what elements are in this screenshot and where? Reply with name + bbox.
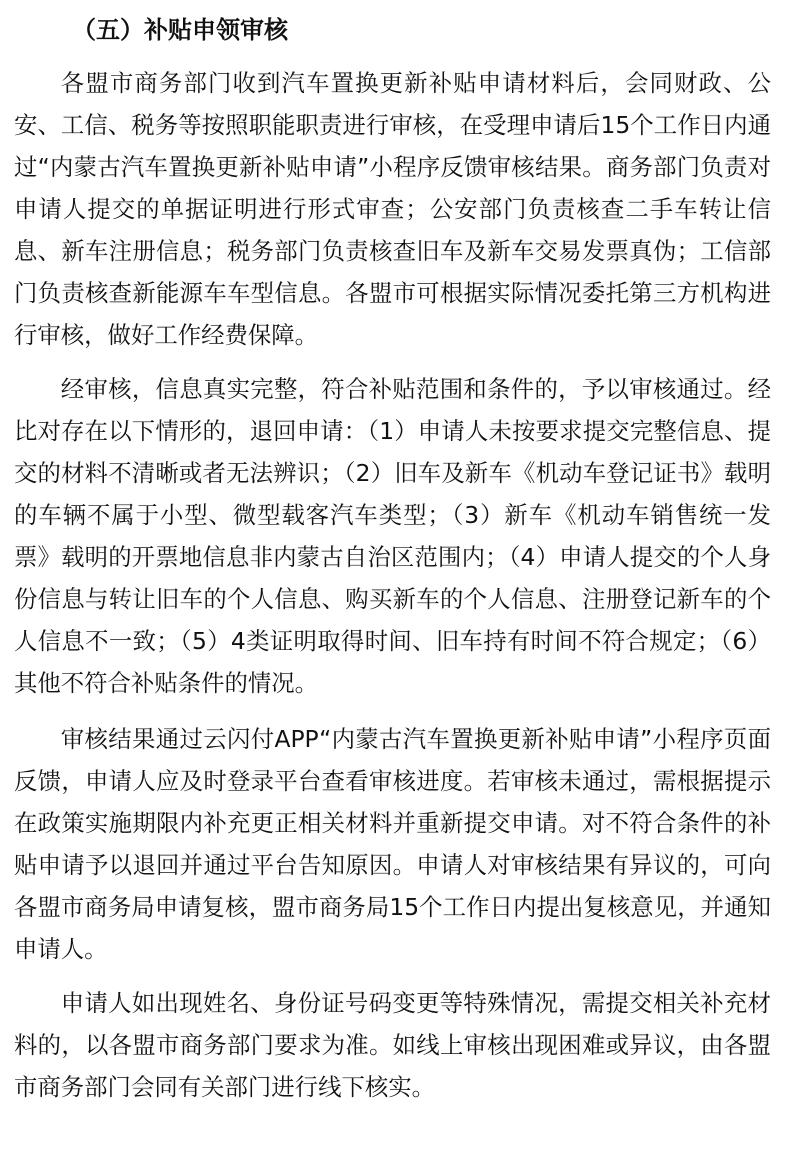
paragraph-review-results: 审核结果通过云闪付APP“内蒙古汽车置换更新补贴申请”小程序页面反馈，申请人应及时登录平台查看审核进度。若审核未通过，需根据提示在政策实施期限内补充更正相关材料并重新提交申请。对不符合条件的补贴申请予以退回并通过平台告知原因。申请人对审核结果有异议的，可向各盟市商务局申请复核，盟市商务局15个工作日内提出复核意见，并通知申请人。 — [14, 725, 771, 963]
paragraph-special-cases: 申请人如出现姓名、身份证号码变更等特殊情况，需提交相关补充材料的，以各盟市商务部门要求为准。如线上审核出现困难或异议，由各盟市商务部门会同有关部门进行线下核实。 — [14, 989, 771, 1101]
paragraph-review-process: 各盟市商务部门收到汽车置换更新补贴申请材料后，会同财政、公安、工信、税务等按照职能职责进行审核，在受理申请后15个工作日内通过“内蒙古汽车置换更新补贴申请”小程序反馈审核结果。商务部门负责对申请人提交的单据证明进行形式审查；公安部门负责核查二手车转让信息、新车注册信息；税务部门负责核查旧车及新车交易发票真伪；工信部门负责核查新能源车车型信息。各盟市可根据实际情况委托第三方机构进行审核，做好工作经费保障。 — [14, 69, 771, 349]
section-heading: （五）补贴申领审核 — [72, 16, 288, 44]
paragraph-rejection-conditions: 经审核，信息真实完整，符合补贴范围和条件的，予以审核通过。经比对存在以下情形的，退回申请：（1）申请人未按要求提交完整信息、提交的材料不清晰或者无法辨识；（2）旧车及新车《机动车登记证书》载明的车辆不属于小型、微型载客汽车类型；（3）新车《机动车销售统一发票》载明的开票地信息非内蒙古自治区范围内；（4）申请人提交的个人身份信息与转让旧车的个人信息、购买新车的个人信息、注册登记新车的个人信息不一致；（5）4类证明取得时间、旧车持有时间不符合规定；（6）其他不符合补贴条件的情况。 — [14, 375, 771, 697]
